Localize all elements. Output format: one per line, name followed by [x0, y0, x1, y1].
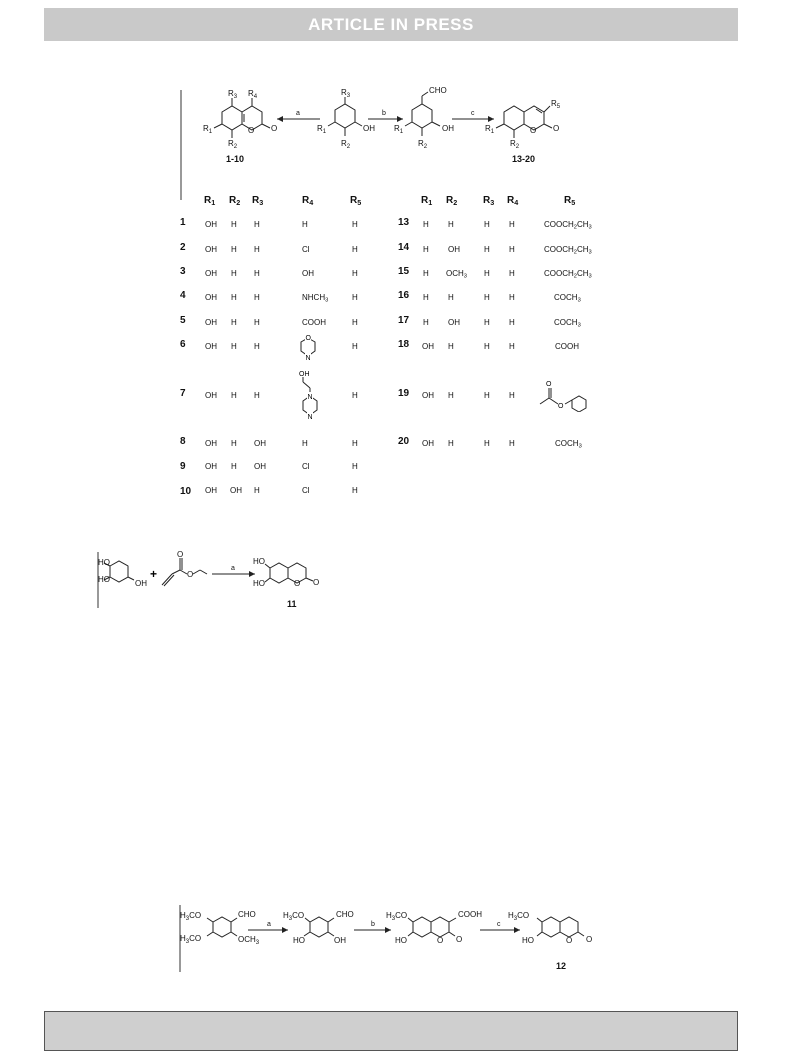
compound-label-12: 12	[556, 961, 567, 971]
header-r5-left: $R_5$	[350, 195, 362, 207]
cell-r1: OH	[205, 318, 217, 327]
svg-text:H3CO: $H_3CO$	[180, 934, 202, 945]
cell-r2: H	[231, 220, 237, 229]
cell-r2: H	[448, 391, 454, 400]
cell-r5: H	[352, 220, 358, 229]
svg-text:a: a	[267, 921, 271, 928]
header-r4-left: $R_4$	[302, 195, 314, 207]
cell-r2: H	[231, 391, 237, 400]
svg-text:R1: $R_1$	[394, 124, 404, 135]
cell-r1: OH	[205, 439, 217, 448]
cell-r4: H	[509, 245, 515, 254]
compound-label-11: 11	[287, 599, 297, 609]
cell-r5: H	[352, 391, 358, 400]
svg-text:R2: $R_2$	[418, 139, 428, 150]
cell-r3: OH	[254, 462, 266, 471]
svg-text:O: O	[437, 936, 444, 945]
cell-r4: H	[509, 391, 515, 400]
cell-r2: H	[231, 439, 237, 448]
svg-text:OH: OH	[334, 936, 346, 945]
scheme-3-reaction	[0, 900, 793, 980]
svg-text:H3CO: $H_3CO$	[386, 911, 408, 922]
cell-r3: H	[484, 342, 490, 351]
svg-text:c: c	[471, 110, 475, 117]
cell-r3: H	[484, 391, 490, 400]
cell-r4: Cl	[302, 245, 310, 254]
cell-r1: OH	[205, 342, 217, 351]
cell-r1: OH	[422, 439, 434, 448]
cell-r5: H	[352, 318, 358, 327]
cell-r5: H	[352, 269, 358, 278]
cell-r3: H	[254, 342, 260, 351]
row-id: 20	[398, 436, 410, 447]
cell-r2: H	[448, 342, 454, 351]
cell-r2: H	[231, 245, 237, 254]
svg-text:O: O	[553, 124, 560, 133]
cell-r2: H	[231, 462, 237, 471]
cell-r4: $NHCH_3$	[302, 293, 329, 304]
scopoletin-structure	[537, 917, 584, 937]
svg-text:HO: HO	[293, 936, 305, 945]
header-r2-right: $R_2$	[446, 195, 458, 207]
cell-r5: $COCH_3$	[554, 318, 581, 329]
svg-text:O: O	[177, 550, 184, 559]
header-r3-left: $R_3$	[252, 195, 264, 207]
phenyl-ester-structure	[536, 376, 606, 412]
cell-r4: H	[509, 220, 515, 229]
cell-r5: H	[352, 342, 358, 351]
cell-r3: OH	[254, 439, 266, 448]
svg-text:R4: $R_4$	[248, 89, 258, 100]
svg-text:OH: OH	[299, 371, 310, 378]
cell-r3: H	[254, 245, 260, 254]
svg-text:O: O	[294, 579, 301, 588]
cell-r4: Cl	[302, 486, 310, 495]
cell-r3: H	[254, 220, 260, 229]
svg-text:H3CO: $H_3CO$	[283, 911, 305, 922]
cell-r5: $COCH_3$	[554, 293, 581, 304]
compound-label-1-10: 1-10	[226, 154, 245, 164]
svg-text:R3: $R_3$	[341, 88, 351, 99]
svg-text:O: O	[456, 935, 463, 944]
header-r3-right: $R_3$	[483, 195, 495, 207]
svg-text:N: N	[307, 414, 313, 421]
coumarin-carboxylic-acid-structure	[408, 917, 456, 937]
cell-r4: H	[509, 269, 515, 278]
cell-r4: H	[509, 439, 515, 448]
svg-text:H3CO: $H_3CO$	[180, 911, 202, 922]
cell-r3: H	[484, 269, 490, 278]
svg-text:R1: $R_1$	[203, 124, 213, 135]
cell-r5: $COOCH_2CH_3$	[544, 269, 592, 280]
header-r1-right: $R_1$	[421, 195, 433, 207]
cell-r2: OH	[230, 486, 242, 495]
svg-text:N: N	[305, 355, 311, 362]
cell-r5: H	[352, 439, 358, 448]
cell-r5: $COOCH_2CH_3$	[544, 220, 592, 231]
row-id: 5	[180, 315, 186, 326]
svg-text:OCH3: $OCH_3$	[238, 935, 260, 946]
cell-r1: H	[423, 318, 429, 327]
cell-r1: OH	[205, 269, 217, 278]
svg-text:O: O	[566, 936, 573, 945]
svg-text:O: O	[305, 335, 311, 342]
row-id: 7	[180, 388, 186, 399]
cell-r2: H	[231, 269, 237, 278]
svg-text:O: O	[530, 126, 537, 135]
cell-r1: OH	[205, 486, 217, 495]
cell-r1: OH	[205, 245, 217, 254]
cell-r1: H	[423, 269, 429, 278]
svg-text:R5: $R_5$	[551, 99, 561, 110]
cell-r4: H	[302, 439, 308, 448]
cell-r3: H	[254, 486, 260, 495]
svg-text:R2: $R_2$	[510, 139, 520, 150]
row-id: 10	[180, 486, 192, 497]
cell-r1: OH	[422, 342, 434, 351]
cell-r2: H	[231, 293, 237, 302]
cell-r2: H	[231, 342, 237, 351]
compound-label-13-20: 13-20	[512, 154, 536, 164]
esculetin-structure	[265, 563, 313, 583]
cell-r4: H	[509, 293, 515, 302]
svg-text:OH: OH	[363, 124, 375, 133]
svg-text:HO: HO	[395, 936, 407, 945]
cell-r3: H	[484, 318, 490, 327]
svg-text:c: c	[497, 921, 501, 928]
footer-citation-box	[44, 1011, 738, 1051]
row-id: 13	[398, 217, 410, 228]
cell-r5: COOH	[555, 342, 579, 351]
svg-text:OH: OH	[442, 124, 454, 133]
svg-text:HO: HO	[522, 936, 534, 945]
cell-r2: H	[231, 318, 237, 327]
svg-text:OH: OH	[135, 579, 147, 588]
cell-r1: H	[423, 293, 429, 302]
row-id: 2	[180, 242, 186, 253]
svg-text:N: N	[307, 394, 313, 401]
svg-text:H3CO: $H_3CO$	[508, 911, 530, 922]
cell-r3: H	[254, 318, 260, 327]
cell-r3: H	[484, 220, 490, 229]
cell-r4: H	[509, 342, 515, 351]
cell-r4: H	[509, 318, 515, 327]
row-id: 15	[398, 266, 410, 277]
row-id: 19	[398, 388, 410, 399]
morpholine-structure	[296, 332, 320, 362]
row-id: 14	[398, 242, 410, 253]
cell-r4: COOH	[302, 318, 326, 327]
cell-r3: H	[254, 293, 260, 302]
cell-r5: H	[352, 486, 358, 495]
row-id: 1	[180, 217, 186, 228]
row-id: 18	[398, 339, 410, 350]
cell-r1: OH	[205, 391, 217, 400]
hydroxyethylpiperazine-structure	[296, 368, 326, 424]
svg-text:HO: HO	[253, 579, 265, 588]
cell-r3: H	[484, 439, 490, 448]
cell-r2: H	[448, 220, 454, 229]
cell-r2: H	[448, 439, 454, 448]
cell-r2: OH	[448, 245, 460, 254]
header-r1-left: $R_1$	[204, 195, 216, 207]
row-id: 6	[180, 339, 186, 350]
svg-text:O: O	[248, 126, 255, 135]
row-id: 4	[180, 290, 186, 301]
svg-text:R3: $R_3$	[228, 89, 238, 100]
cell-r4: OH	[302, 269, 314, 278]
cell-r3: H	[254, 269, 260, 278]
svg-text:a: a	[231, 565, 235, 572]
row-id: 16	[398, 290, 410, 301]
svg-text:CHO: CHO	[238, 910, 256, 919]
svg-text:R2: $R_2$	[341, 139, 351, 150]
svg-text:R2: $R_2$	[228, 139, 238, 150]
cell-r4: H	[302, 220, 308, 229]
header-r4-right: $R_4$	[507, 195, 519, 207]
ethyl-propiolate-structure	[162, 558, 207, 586]
svg-text:HO: HO	[253, 557, 265, 566]
row-id: 9	[180, 461, 186, 472]
svg-text:a: a	[296, 110, 300, 117]
svg-text:COOH: COOH	[458, 910, 482, 919]
cell-r3: H	[484, 293, 490, 302]
cell-r1: OH	[205, 293, 217, 302]
cell-r3: H	[484, 245, 490, 254]
svg-text:+: +	[150, 567, 158, 581]
header-r5-right: $R_5$	[564, 195, 576, 207]
row-id: 3	[180, 266, 186, 277]
cell-r5: $COCH_3$	[555, 439, 582, 450]
cell-r2: H	[448, 293, 454, 302]
svg-text:b: b	[371, 921, 375, 928]
cell-r4: Cl	[302, 462, 310, 471]
svg-text:O: O	[271, 124, 278, 133]
svg-text:HO: HO	[98, 575, 110, 584]
svg-text:O: O	[586, 935, 593, 944]
cell-r5: H	[352, 462, 358, 471]
cell-r5: $COOCH_2CH_3$	[544, 245, 592, 256]
cell-r1: OH	[422, 391, 434, 400]
row-id: 8	[180, 436, 186, 447]
cell-r3: H	[254, 391, 260, 400]
cell-r2: $OCH_3$	[446, 269, 467, 280]
cell-r1: OH	[205, 220, 217, 229]
svg-text:O: O	[558, 403, 564, 410]
svg-text:O: O	[187, 570, 194, 579]
svg-text:HO: HO	[98, 558, 110, 567]
cell-r5: H	[352, 245, 358, 254]
svg-text:CHO: CHO	[429, 86, 447, 95]
scheme-2-reaction	[0, 550, 793, 620]
cell-r1: H	[423, 220, 429, 229]
svg-text:O: O	[546, 381, 552, 388]
cell-r1: H	[423, 245, 429, 254]
cell-r2: OH	[448, 318, 460, 327]
svg-text:O: O	[313, 578, 320, 587]
svg-text:b: b	[382, 110, 386, 117]
cell-r1: OH	[205, 462, 217, 471]
article-in-press-banner: ARTICLE IN PRESS	[44, 8, 738, 41]
cell-r5: H	[352, 293, 358, 302]
svg-text:R1: $R_1$	[317, 124, 327, 135]
header-r2-left: $R_2$	[229, 195, 241, 207]
row-id: 17	[398, 315, 410, 326]
svg-text:CHO: CHO	[336, 910, 354, 919]
svg-text:R1: $R_1$	[485, 124, 495, 135]
